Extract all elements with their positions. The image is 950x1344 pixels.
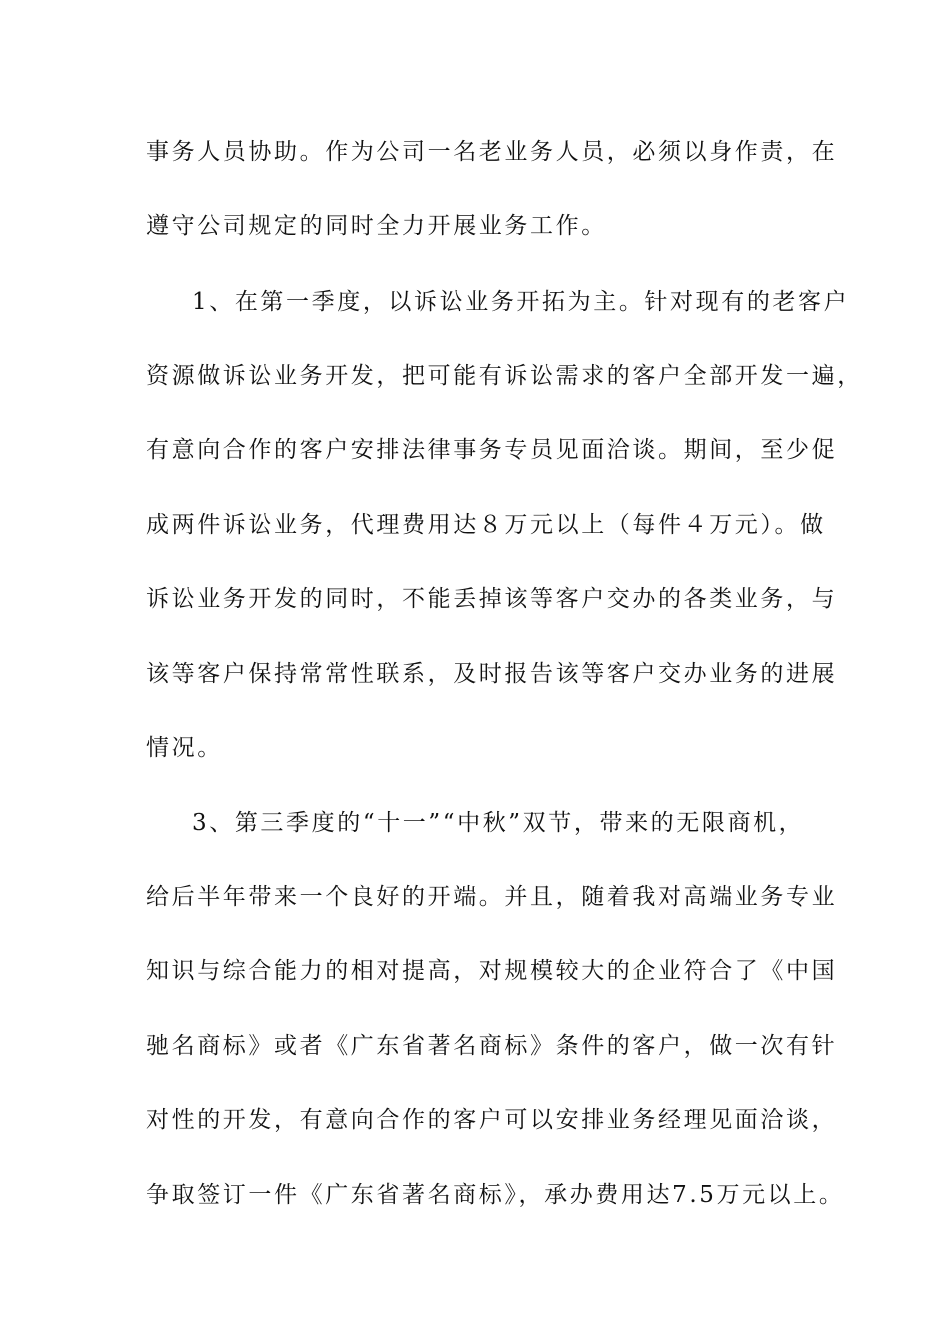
text-line: 知识与综合能力的相对提高，对规模较大的企业符合了《中国 — [146, 958, 838, 984]
paragraph-1-start: 1、在第一季度，以诉讼业务开拓为主。针对现有的老客户 — [192, 289, 850, 315]
text-line: 情况。 — [146, 735, 223, 761]
text-line: 事务人员协助。作为公司一名老业务人员，必须以身作责，在 — [146, 139, 838, 165]
text-line: 该等客户保持常常性联系，及时报告该等客户交办业务的进展 — [146, 661, 838, 687]
text-line: 资源做诉讼业务开发，把可能有诉讼需求的客户全部开发一遍， — [146, 363, 863, 389]
text-line: 遵守公司规定的同时全力开展业务工作。 — [146, 213, 607, 239]
text-line: 有意向合作的客户安排法律事务专员见面洽谈。期间，至少促 — [146, 437, 838, 463]
text-line: 诉讼业务开发的同时，不能丢掉该等客户交办的各类业务，与 — [146, 586, 838, 612]
text-line: 给后半年带来一个良好的开端。并且，随着我对高端业务专业 — [146, 884, 838, 910]
paragraph-3-start: 3、第三季度的“十一”“中秋”双节，带来的无限商机， — [192, 810, 805, 836]
text-line: 对性的开发，有意向合作的客户可以安排业务经理见面洽谈， — [146, 1107, 838, 1133]
text-line: 驰名商标》或者《广东省著名商标》条件的客户，做一次有针 — [146, 1033, 838, 1059]
text-line: 争取签订一件《广东省著名商标》，承办费用达7.5万元以上。 — [146, 1182, 845, 1208]
text-line: 成两件诉讼业务，代理费用达８万元以上（每件４万元）。做 — [146, 512, 826, 538]
